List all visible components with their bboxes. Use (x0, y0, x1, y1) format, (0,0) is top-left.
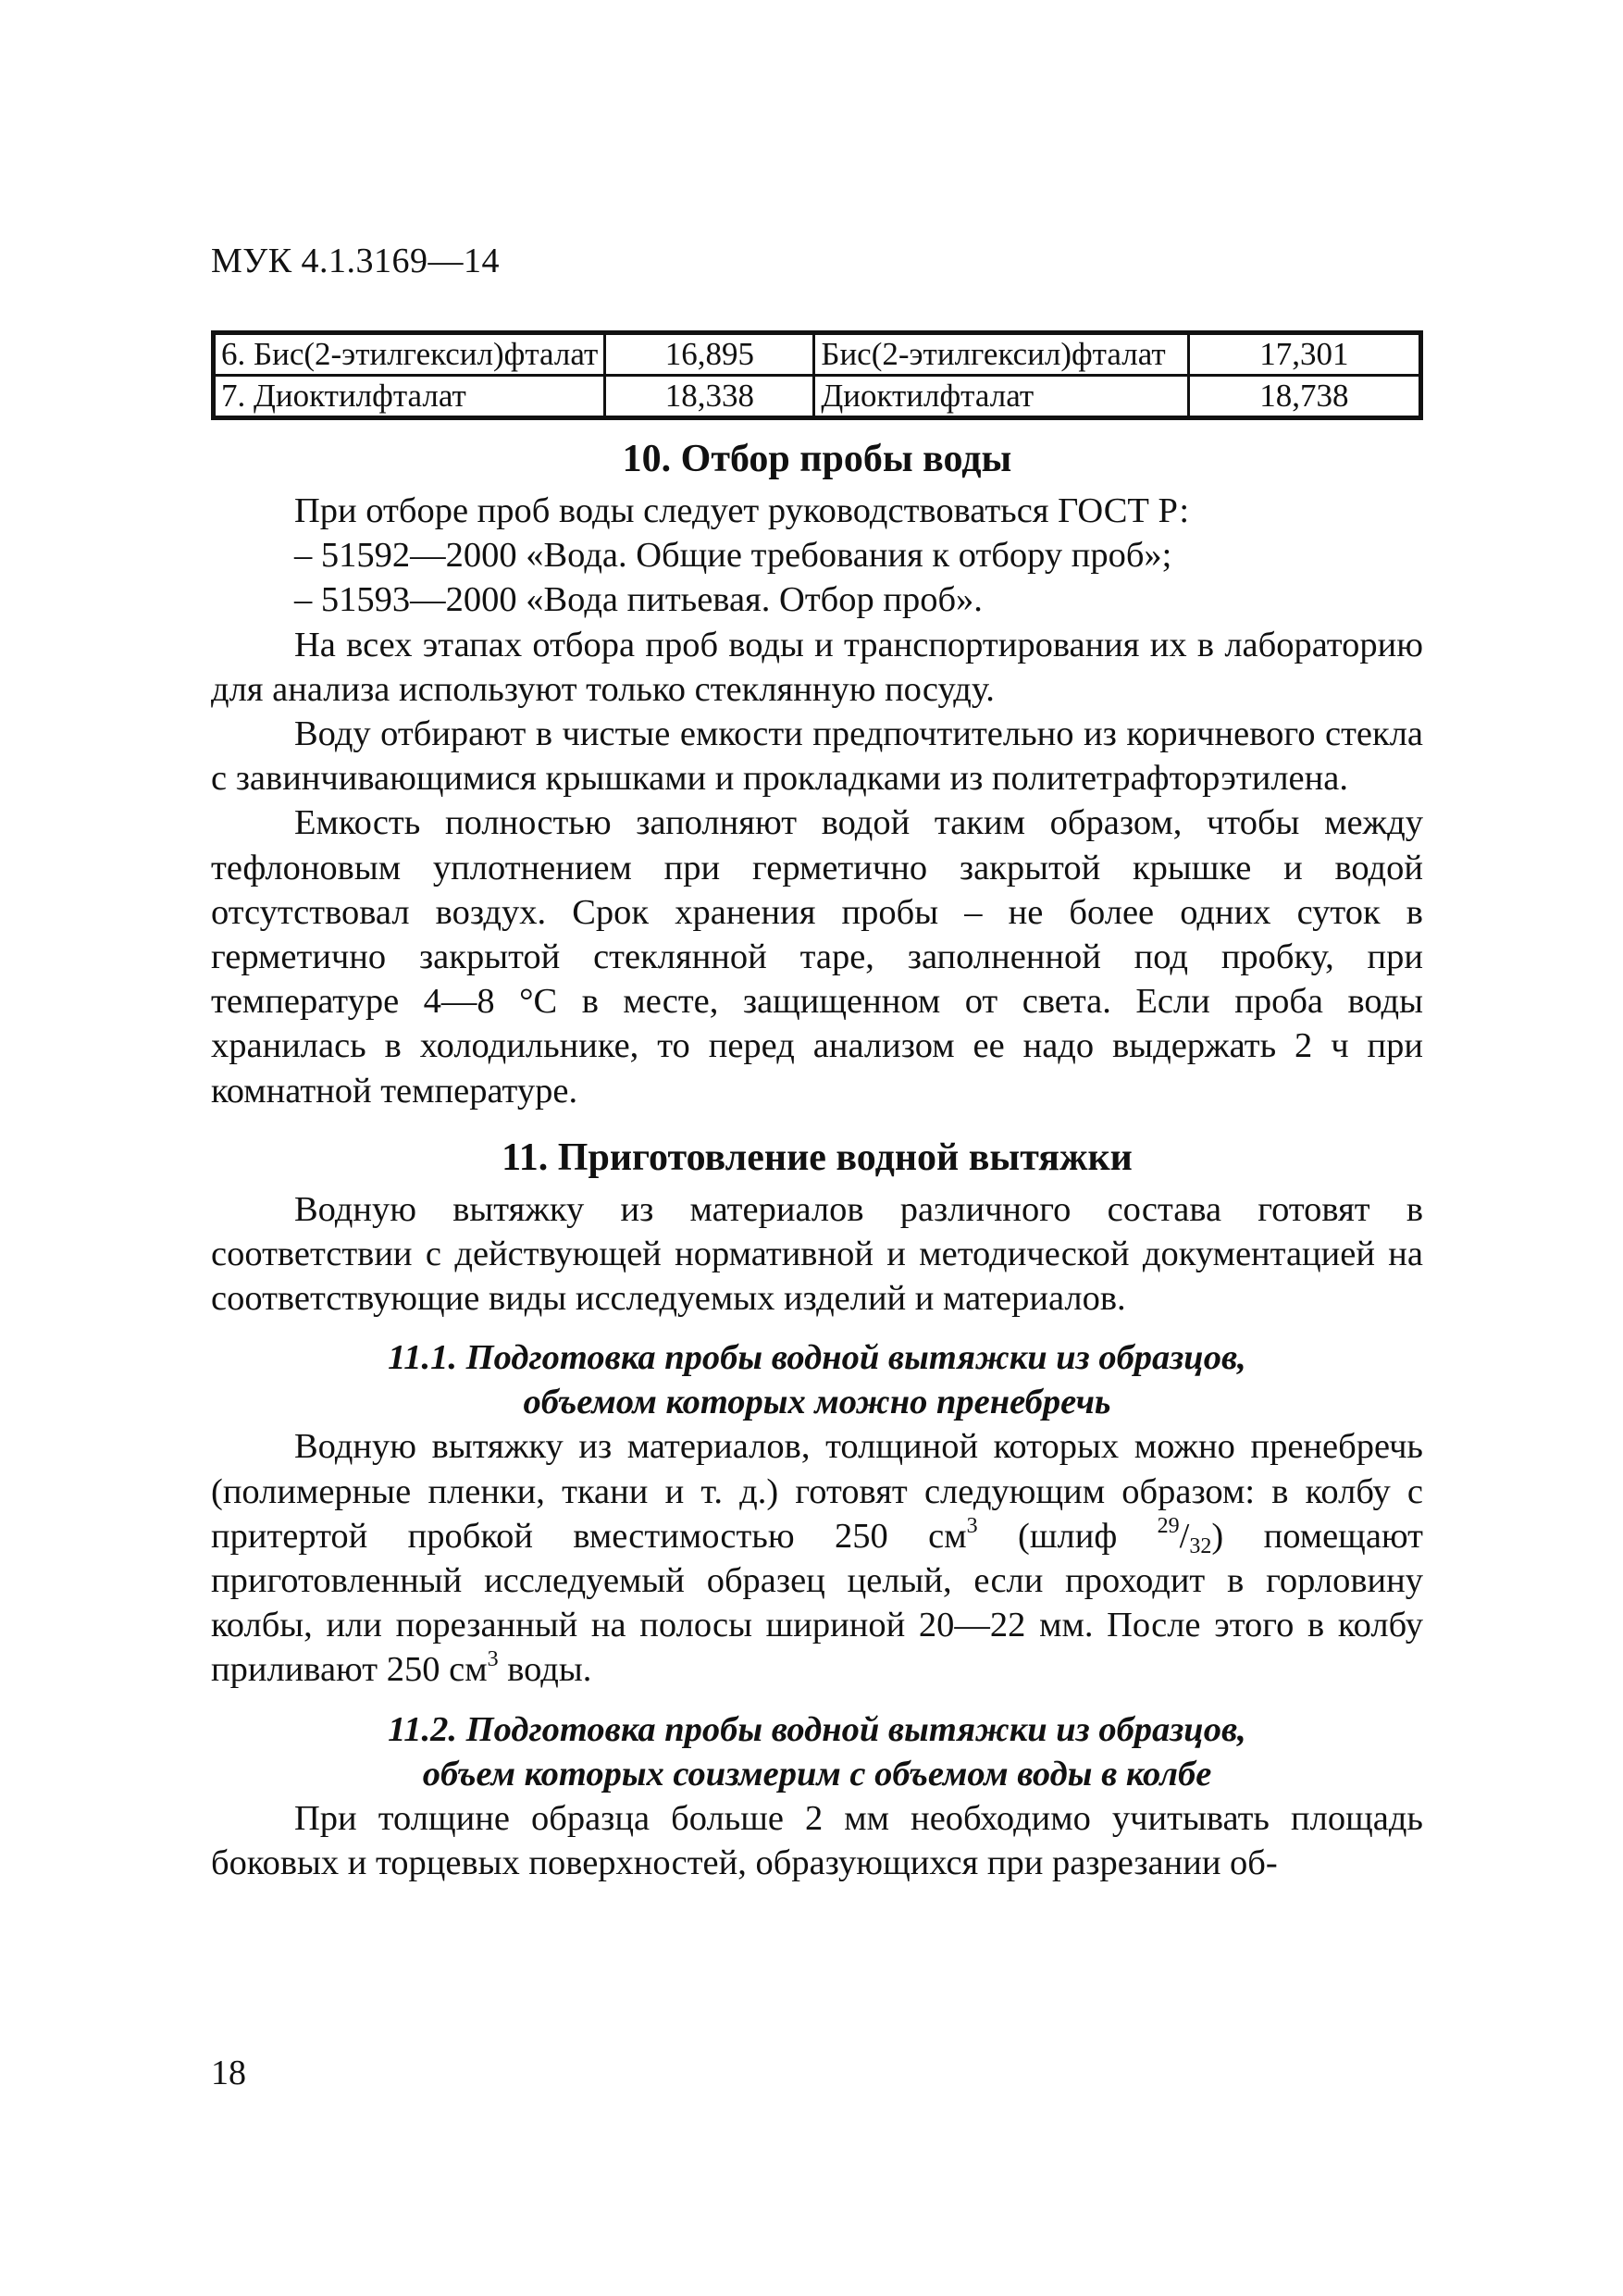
text-run: воды. (498, 1650, 592, 1690)
table-cell: Бис(2-этилгексил)фталат (814, 333, 1188, 376)
subsection-11-2-heading (211, 1707, 1423, 1796)
paragraph: Емкость полностью заполняют водой таким образом, чтобы между тефлоновым уплотнением при герметично закрытой крышке и водой отсутствовал воздух. Срок хранения пробы – не более одних суток в герметично закрытой стеклянной таре, заполненной под пробку, при температуре 4—8 °С в месте, защищенном от света. Если проба воды хранилась в холодильнике, то перед анализом ее надо выдержать 2 ч при комнатной температуре. (211, 803, 1423, 1111)
running-header: МУК 4.1.3169—14 (211, 242, 501, 280)
table-cell: 7. Диоктилфталат (214, 376, 605, 418)
fraction-slash: / (1179, 1516, 1190, 1556)
table-cell: 18,338 (605, 376, 814, 418)
table-row (214, 376, 1421, 418)
section-10-heading: 10. Отбор пробы воды (622, 438, 1012, 480)
fraction-numerator: 29 (1157, 1513, 1180, 1538)
text-run: Водную вытяжку из материалов, толщиной которых можно пренебречь (полимерные пленки, ткани и т. д.) готовят следующим образом: в колбу с притертой пробкой вместимостью 250 см (211, 1427, 1423, 1556)
table-cell: 18,738 (1188, 376, 1420, 418)
table-cell: 17,301 (1188, 333, 1420, 376)
heading-line: объемом которых можно пренебречь (523, 1383, 1111, 1422)
subsection-11-1-heading (211, 1335, 1423, 1424)
document-body (211, 435, 1423, 1885)
paragraph: Водную вытяжку из материалов различного состава готовят в соответствии с действующей нормативной и методической документацией на соответствующие виды исследуемых изделий и материалов. (211, 1189, 1423, 1319)
table-cell: 6. Бис(2-этилгексил)фталат (214, 333, 605, 376)
heading-line: 11.2. Подготовка пробы водной вытяжки из образцов, (388, 1709, 1246, 1749)
page-number: 18 (211, 2054, 246, 2092)
paragraph: На всех этапах отбора проб воды и транспортирования их в лабораторию для анализа используют только стеклянную посуду. (211, 625, 1423, 709)
section-11-heading: 11. Приготовление водной вытяжки (502, 1136, 1133, 1179)
table-cell: Диоктилфталат (814, 376, 1188, 418)
superscript: 3 (487, 1647, 499, 1672)
list-item: – 51593—2000 «Вода питьевая. Отбор проб». (294, 580, 983, 620)
text-run: (шлиф (977, 1516, 1158, 1556)
table-row (214, 333, 1421, 376)
paragraph: При отборе проб воды следует руководствоваться ГОСТ Р: (294, 491, 1190, 530)
paragraph: При толщине образца больше 2 мм необходимо учитывать площадь боковых и торцевых поверхностей, образующихся при разрезании об- (211, 1798, 1423, 1882)
heading-line: 11.1. Подготовка пробы водной вытяжки из образцов, (388, 1338, 1246, 1378)
superscript: 3 (966, 1513, 978, 1538)
text-run: ) помещают приготовленный исследуемый образец целый, если проходит в горловину колбы, или порезанный на полосы шириной 20—22 мм. После этого в колбу приливают 250 см (211, 1516, 1423, 1690)
paragraph: Воду отбирают в чистые емкости предпочтительно из коричневого стекла с завинчивающимися крышками и прокладками из политетрафторэтилена. (211, 714, 1423, 799)
paragraph (211, 1424, 1423, 1692)
list-item: – 51592—2000 «Вода. Общие требования к отбору проб»; (294, 536, 1172, 576)
heading-line: объем которых соизмерим с объемом воды в колбе (422, 1754, 1212, 1793)
table-cell: 16,895 (605, 333, 814, 376)
retention-time-table (211, 330, 1423, 420)
fraction-denominator: 32 (1189, 1533, 1212, 1558)
